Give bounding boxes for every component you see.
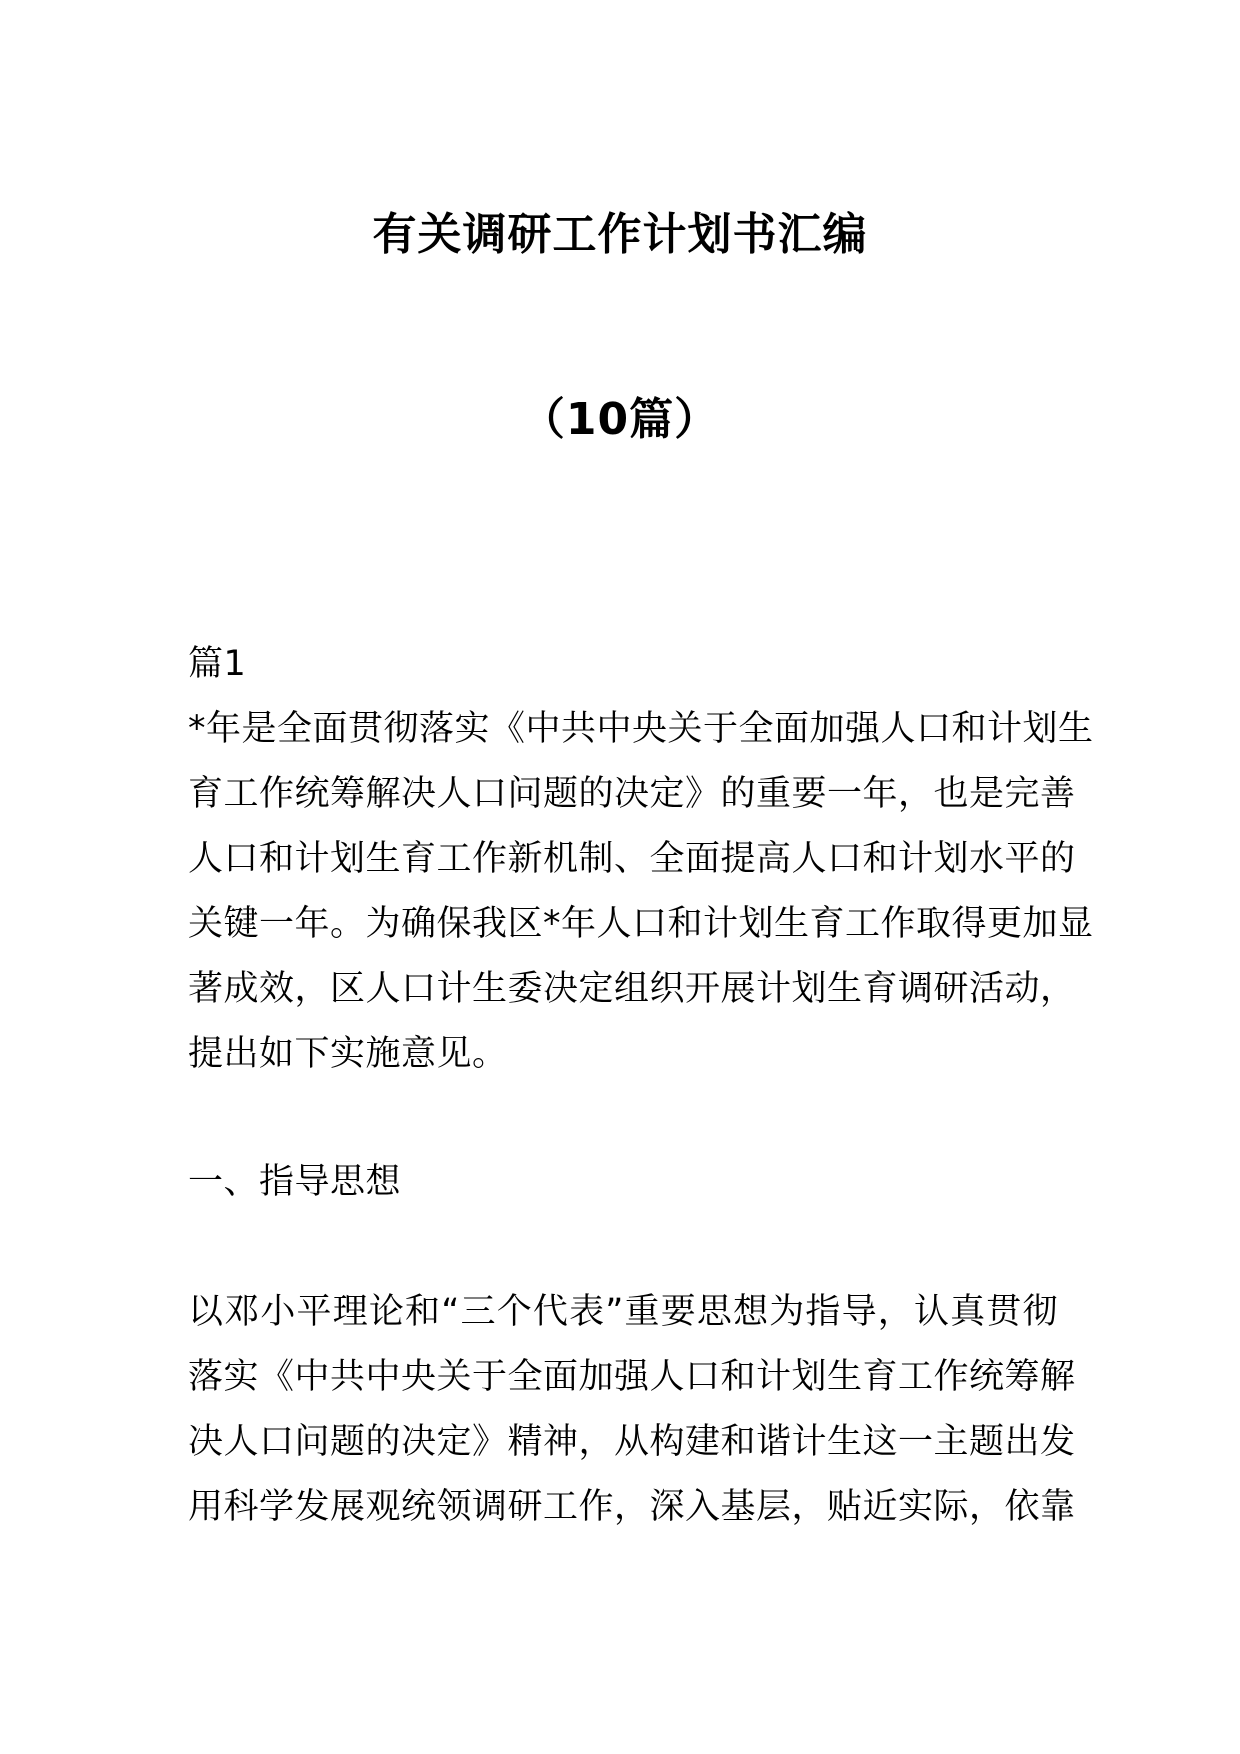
paragraph-line: 关键一年。为确保我区*年人口和计划生育工作取得更加显: [188, 904, 1094, 944]
paragraph-line: 用科学发展观统领调研工作，深入基层，贴近实际，依靠: [188, 1487, 1076, 1527]
paragraph-2: [188, 1280, 1076, 1540]
paragraph-line: 人口和计划生育工作新机制、全面提高人口和计划水平的: [188, 839, 1076, 879]
document-title: 有关调研工作计划书汇编: [372, 209, 868, 260]
paragraph-line: 提出如下实施意见。: [188, 1034, 508, 1074]
paragraph-line: 育工作统筹解决人口问题的决定》的重要一年，也是完善: [188, 774, 1076, 814]
paragraph-line: 著成效，区人口计生委决定组织开展计划生育调研活动，: [188, 969, 1076, 1009]
section-heading: 一、指导思想: [188, 1162, 402, 1202]
paragraph-line: 决人口问题的决定》精神，从构建和谐计生这一主题出发: [188, 1422, 1076, 1462]
paragraph-1: [188, 697, 1094, 1087]
paragraph-line: 以邓小平理论和“三个代表”重要思想为指导，认真贯彻: [188, 1292, 1058, 1332]
paragraph-line: 落实《中共中央关于全面加强人口和计划生育工作统筹解: [188, 1357, 1076, 1397]
paragraph-line: *年是全面贯彻落实《中共中央关于全面加强人口和计划生: [188, 709, 1094, 749]
document-subtitle: （10篇）: [520, 394, 720, 445]
section-label: 篇1: [188, 644, 247, 684]
